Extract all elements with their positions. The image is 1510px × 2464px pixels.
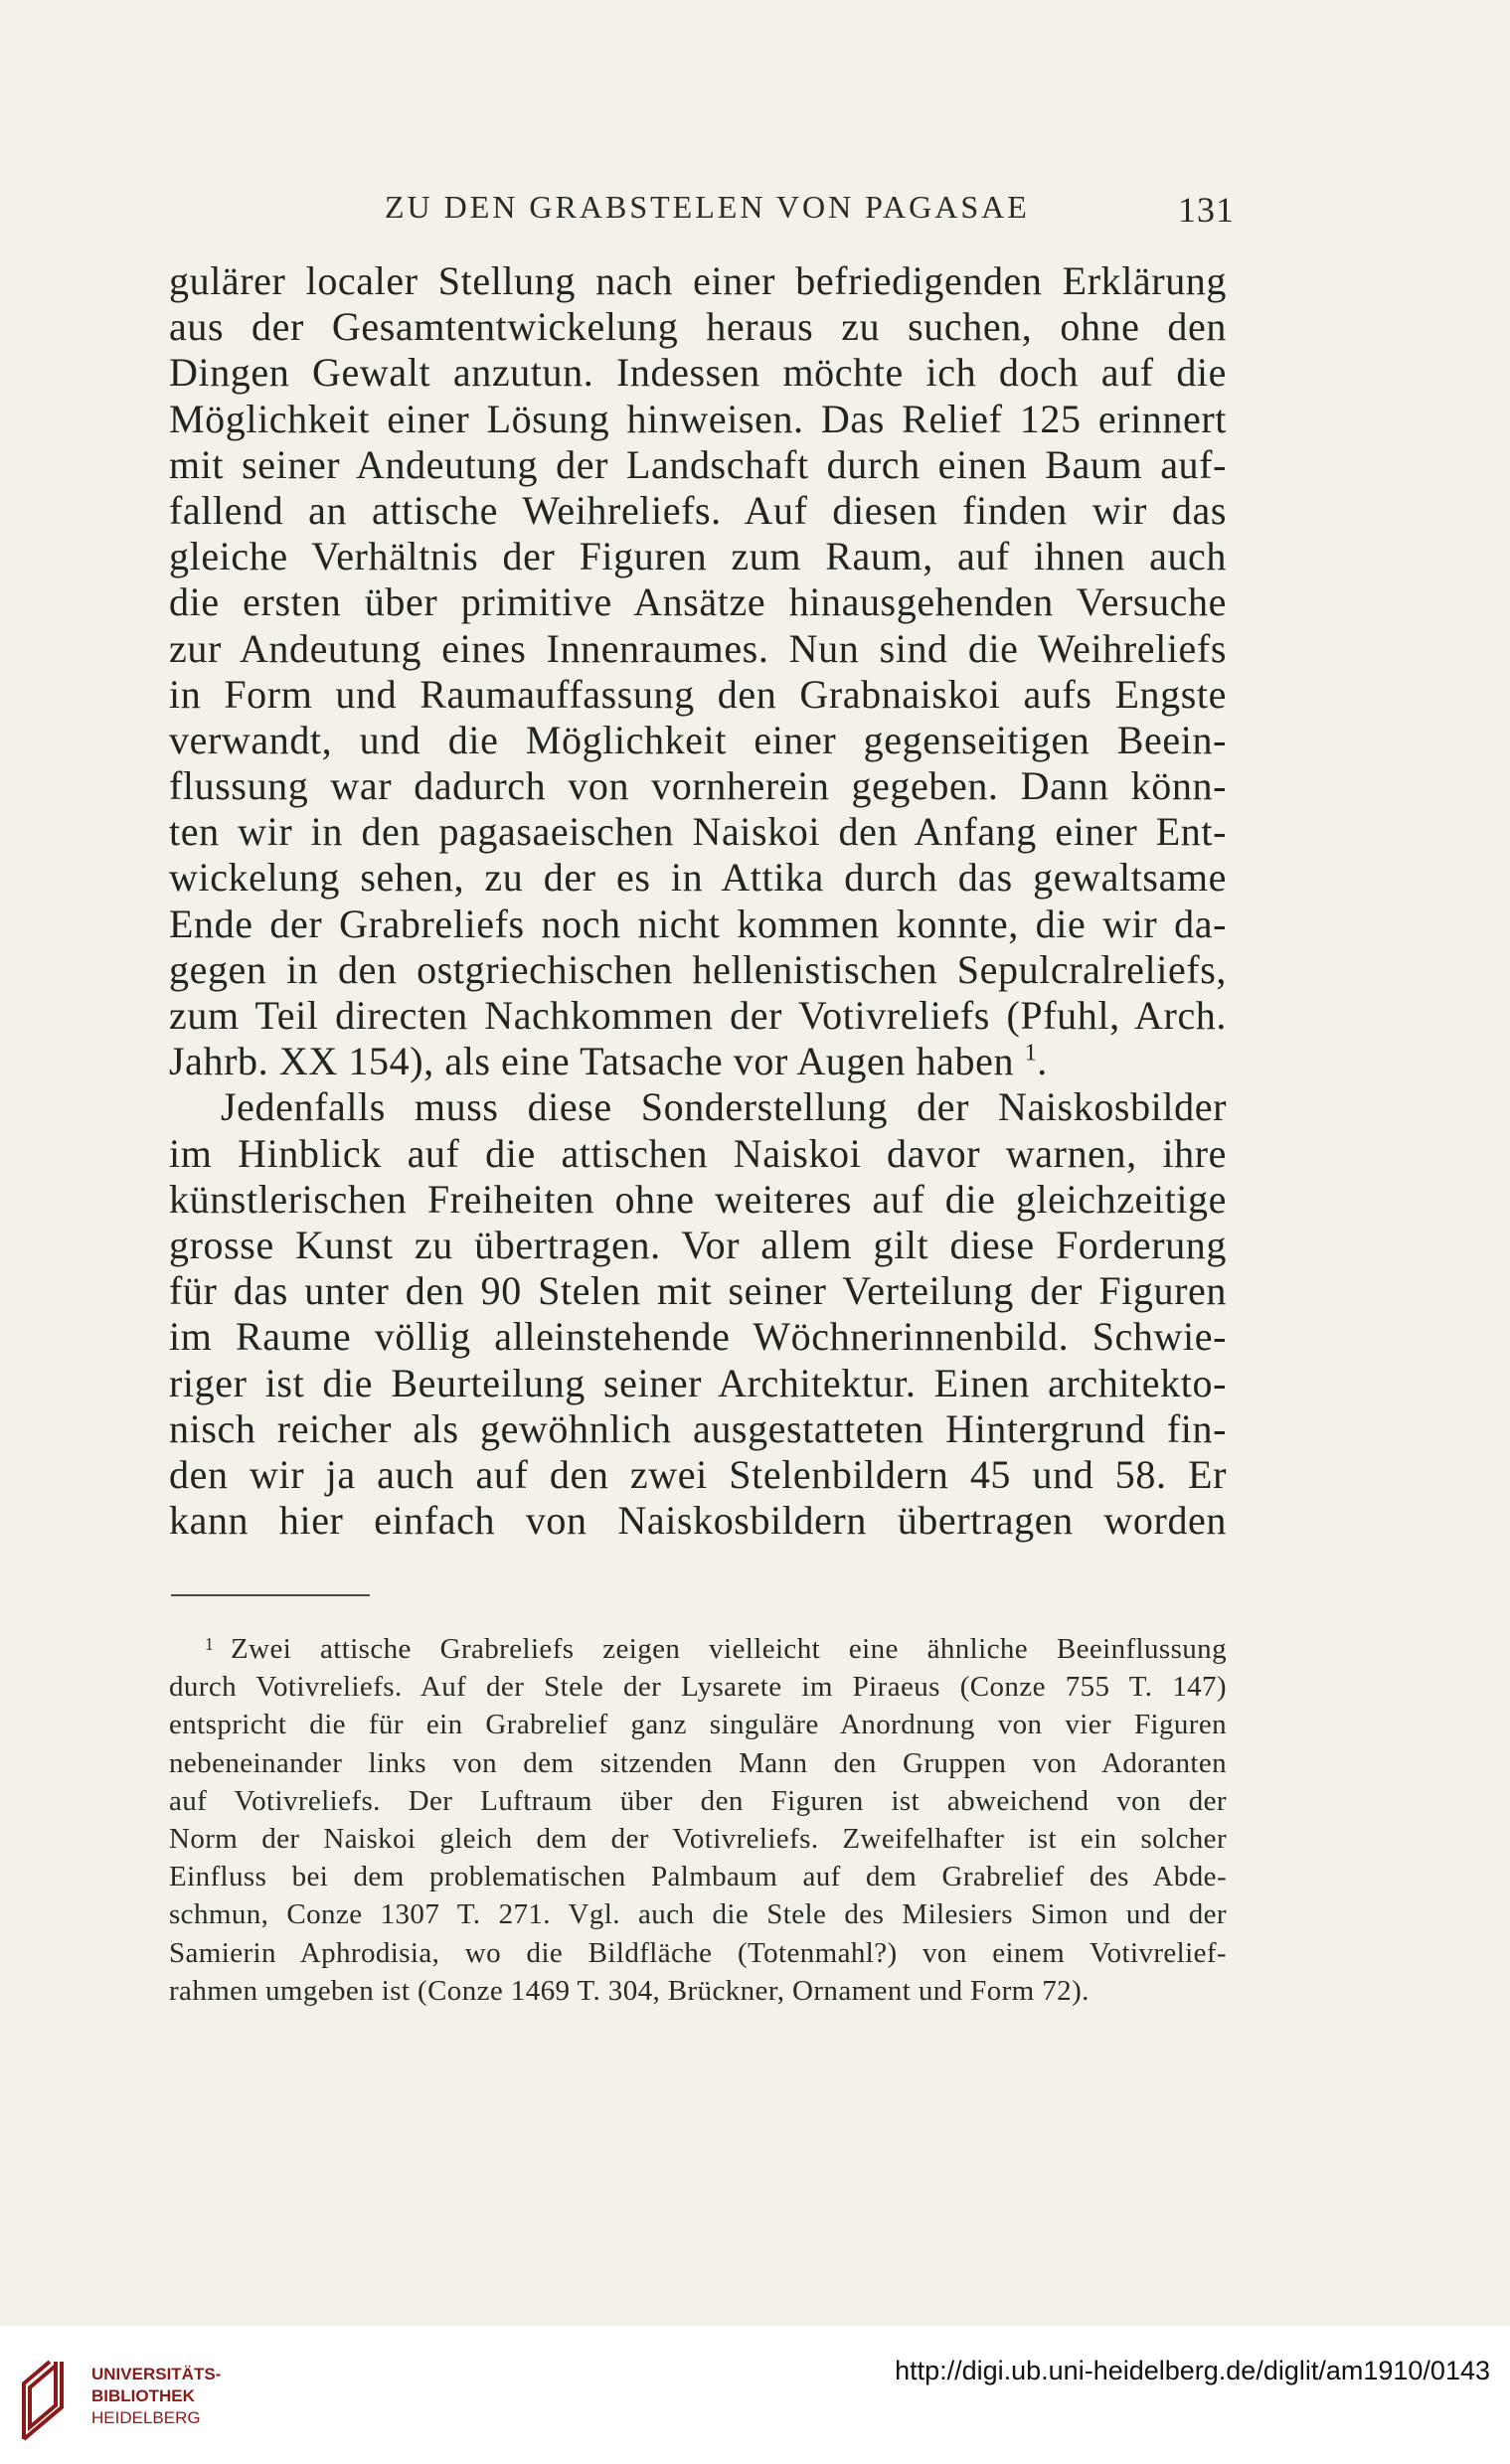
body-line: grosse Kunst zu übertragen. Vor allem gilt diese Forderung <box>169 1222 1227 1267</box>
body-line: Ende der Grabreliefs noch nicht kommen konnte, die wir da- <box>169 901 1227 946</box>
footnote-line: 1 Zwei attische Grabreliefs zeigen vielleicht eine ähnliche Beeinflussung <box>205 1633 1227 1665</box>
body-line: Dingen Gewalt anzutun. Indessen möchte ich doch auf die <box>169 350 1227 396</box>
body-line: flussung war dadurch von vornherein gegeben. Dann könn- <box>169 763 1227 809</box>
body-line: im Raume völlig alleinstehende Wöchnerinnenbild. Schwie- <box>169 1314 1227 1360</box>
body-line: die ersten über primitive Ansätze hinausgehenden Versuche <box>169 579 1227 625</box>
footnote-reference: 1 <box>1024 1040 1038 1067</box>
body-line: im Hinblick auf die attischen Naiskoi davor warnen, ihre <box>169 1130 1227 1176</box>
body-line: nisch reicher als gewöhnlich ausgestatteten Hintergrund fin- <box>169 1405 1227 1451</box>
footnote-line-text: Zwei attische Grabreliefs zeigen vielleicht eine ähnliche Beeinflussung <box>231 1633 1227 1665</box>
library-name-line1: UNIVERSITÄTS- <box>91 2365 222 2383</box>
body-line: zum Teil directen Nachkommen der Votivreliefs (Pfuhl, Arch. <box>169 993 1227 1038</box>
footnote-line: schmun, Conze 1307 T. 271. Vgl. auch die Stele des Milesiers Simon und der <box>169 1898 1227 1931</box>
body-line: Jedenfalls muss diese Sonderstellung der Naiskosbilder <box>221 1084 1227 1130</box>
library-name <box>91 2364 221 2429</box>
body-line: wickelung sehen, zu der es in Attika durch das gewaltsame <box>169 855 1227 901</box>
body-line: den wir ja auch auf den zwei Stelenbildern 45 und 58. Er <box>169 1451 1227 1497</box>
body-line: für das unter den 90 Stelen mit seiner Verteilung der Figuren <box>169 1268 1227 1314</box>
footnote-line: Samierin Aphrodisia, wo die Bildfläche (Totenmahl?) von einem Votivrelief- <box>169 1936 1227 1969</box>
body-line: künstlerischen Freiheiten ohne weiteres auf die gleichzeitige <box>169 1176 1227 1222</box>
body-line: Möglichkeit einer Lösung hinweisen. Das Relief 125 erinnert <box>169 396 1227 441</box>
body-line: kann hier einfach von Naiskosbildern übertragen worden <box>169 1498 1227 1544</box>
body-line: ten wir in den pagasaeischen Naiskoi den Anfang einer Ent- <box>169 809 1227 855</box>
source-url-link[interactable]: http://digi.ub.uni-heidelberg.de/diglit/am1910/0143 <box>895 2356 1490 2385</box>
library-name-line2: BIBLIOTHEK <box>91 2386 195 2405</box>
body-text <box>169 258 1227 1544</box>
body-line: gegen in den ostgriechischen hellenistischen Sepulcralreliefs, <box>169 946 1227 992</box>
body-line: zur Andeutung eines Innenraumes. Nun sind die Weihreliefs <box>169 625 1227 671</box>
footnote-line: durch Votivreliefs. Auf der Stele der Lysarete im Piraeus (Conze 755 T. 147) <box>169 1671 1227 1704</box>
body-line: gleiche Verhältnis der Figuren zum Raum, auf ihnen auch <box>169 534 1227 579</box>
body-line: gulärer localer Stellung nach einer befriedigenden Erklärung <box>169 258 1227 303</box>
footnote-line: entspricht die für ein Grabrelief ganz singuläre Anordnung von vier Figuren <box>169 1709 1227 1741</box>
body-line: riger ist die Beurteilung seiner Architektur. Einen architekto- <box>169 1360 1227 1405</box>
body-line-text: Jahrb. XX 154), als eine Tatsache vor Augen haben <box>169 1039 1015 1084</box>
body-line: aus der Gesamtentwickelung heraus zu suchen, ohne den <box>169 304 1227 350</box>
university-library-logo-icon <box>16 2356 76 2445</box>
footnote-line: rahmen umgeben ist (Conze 1469 T. 304, Brückner, Ornament und Form 72). <box>169 1974 1090 2007</box>
body-line: fallend an attische Weihreliefs. Auf diesen finden wir das <box>169 487 1227 533</box>
library-name-line3: HEIDELBERG <box>91 2408 201 2427</box>
footnote-line: Einfluss bei dem problematischen Palmbaum auf dem Grabrelief des Abde- <box>169 1861 1227 1893</box>
body-line-with-footnote-ref: Jahrb. XX 154), als eine Tatsache vor Augen haben $^1$. <box>169 1039 1048 1084</box>
footnote-line: nebeneinander links von dem sitzenden Mann den Gruppen von Adoranten <box>169 1746 1227 1779</box>
page-number: 131 <box>1178 190 1235 230</box>
body-line: in Form und Raumauffassung den Grabnaiskoi aufs Engste <box>169 671 1227 717</box>
footnote-line: Norm der Naiskoi gleich dem der Votivreliefs. Zweifelhafter ist ein solcher <box>169 1822 1227 1855</box>
footnote <box>169 1630 1227 2010</box>
footnote-divider <box>171 1594 370 1596</box>
digitization-footer <box>0 2326 1510 2464</box>
footnote-line: auf Votivreliefs. Der Luftraum über den Figuren ist abweichend von der <box>169 1784 1227 1817</box>
body-line: verwandt, und die Möglichkeit einer gegenseitigen Beein- <box>169 717 1227 762</box>
running-head-title: ZU DEN GRABSTELEN VON PAGASAE <box>385 189 1030 225</box>
body-line: mit seiner Andeutung der Landschaft durch einen Baum auf- <box>169 441 1227 487</box>
